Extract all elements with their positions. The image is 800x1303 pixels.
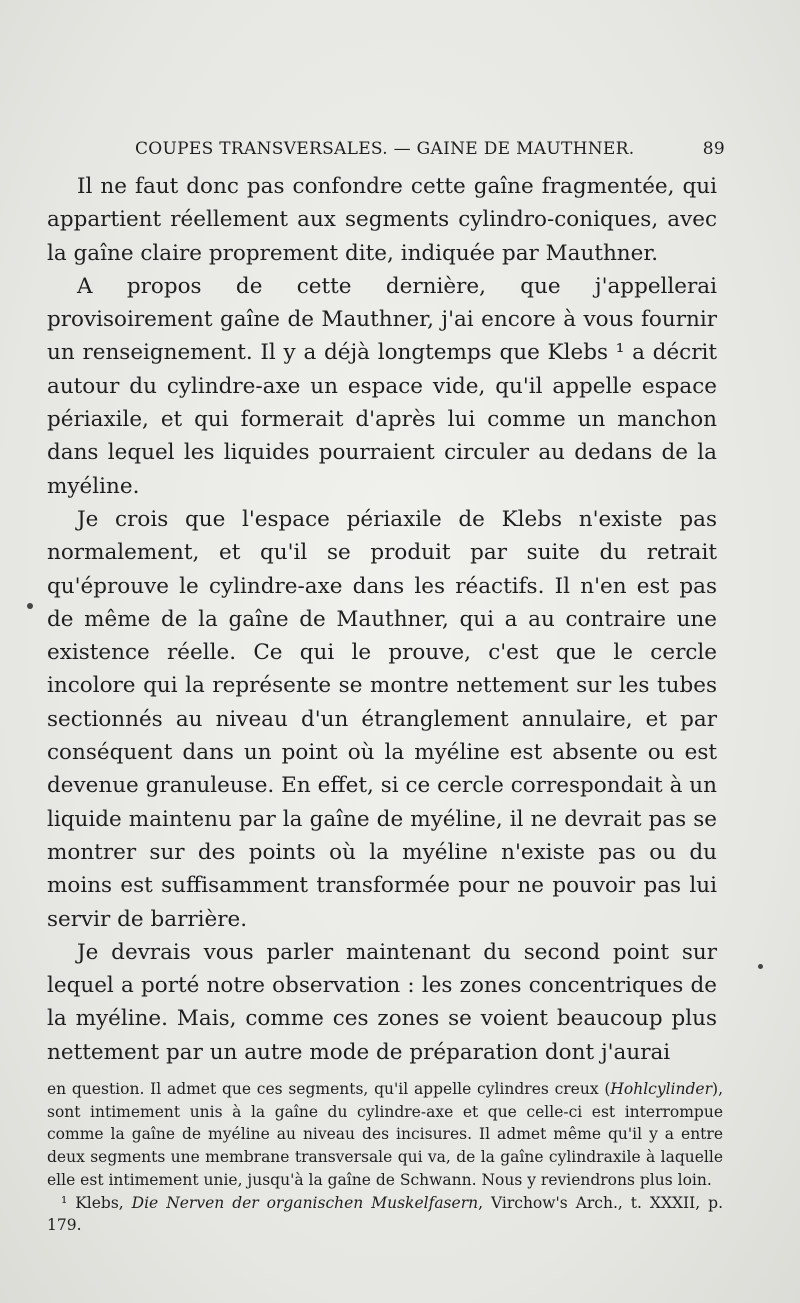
paragraph-2: A propos de cette dernière, que j'appellerai provisoirement gaîne de Mauthner, j'ai encore à vous fournir un renseignement. Il y a déjà longtemps que Klebs ¹ a décrit autour du cylindre-axe un espace vide, qu'il appelle espace périaxile, et qui formerait d'après lui comme un manchon dans lequel les liquides pourraient circuler au dedans de la myéline. bbox=[47, 273, 717, 499]
main-text bbox=[47, 170, 717, 1069]
running-title: COUPES TRANSVERSALES. — GAINE DE MAUTHNER. bbox=[135, 139, 635, 159]
print-speck bbox=[758, 964, 763, 969]
paragraph-1: Il ne faut donc pas confondre cette gaîne fragmentée, qui appartient réellement aux segments cylindro-coniques, avec la gaîne claire proprement dite, indiquée par Mauthner. bbox=[47, 174, 717, 266]
footnote-italic-term: Hohlcylinder bbox=[610, 1080, 713, 1098]
paragraph-3: Je crois que l'espace périaxile de Klebs n'existe pas normalement, et qu'il se produit par suite du retrait qu'éprouve le cylindre-axe dans les réactifs. Il n'en est pas de même de la gaîne de Mauthner, qui a au contraire une existence réelle. Ce qui le prouve, c'est que le cercle incolore qui la représente se montre nettement sur les tubes sectionnés au niveau d'un étranglement annulaire, et par conséquent dans un point où la myéline est absente ou est devenue granuleuse. En effet, si ce cercle correspondait à un liquide maintenu par la gaîne de myéline, il ne devrait pas se montrer sur des points où la myéline n'existe pas ou du moins est suffisamment transformée pour ne pouvoir pas lui servir de barrière. bbox=[47, 506, 717, 932]
footnote-reference: , Virchow's Arch., t. XXXII, p. 179. bbox=[47, 1193, 723, 1235]
running-header bbox=[135, 139, 725, 159]
page-number: 89 bbox=[702, 139, 725, 159]
footnote-text: ), sont intimement unis à la gaîne du cylindre-axe et que celle-ci est interrompue comme la gaîne de myéline au niveau des incisures. Il admet même qu'il y a entre deux segments une membrane transversale qui va, de la gaîne cylindraxile à laquelle elle est intimement unie, jusqu'à la gaîne de Schwann. Nous y reviendrons plus loin. bbox=[47, 1080, 723, 1189]
footnote-1 bbox=[47, 1192, 723, 1237]
footnote-work-title: Die Nerven der organischen Muskelfasern bbox=[131, 1193, 479, 1212]
footnotes bbox=[47, 1078, 723, 1237]
footnote-continued bbox=[47, 1078, 723, 1192]
footnote-author: Klebs, bbox=[75, 1193, 132, 1212]
print-speck bbox=[27, 603, 33, 609]
footnote-text: en question. Il admet que ces segments, qu'il appelle cylindres creux ( bbox=[47, 1080, 611, 1098]
paragraph-4: Je devrais vous parler maintenant du second point sur lequel a porté notre observation : les zones concentriques de la myéline. Mais, comme ces zones se voient beaucoup plus nettement par un autre mode de préparation dont j'aurai bbox=[47, 939, 717, 1065]
footnote-marker: ¹ bbox=[61, 1193, 68, 1212]
